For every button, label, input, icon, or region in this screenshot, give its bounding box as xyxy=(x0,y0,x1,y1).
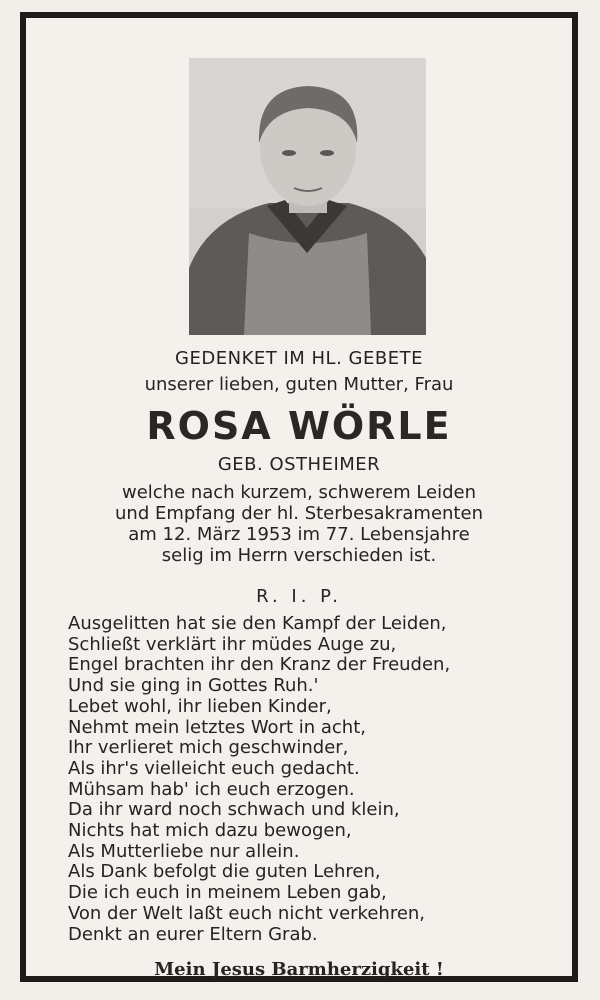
notice-line: selig im Herrn verschieden ist. xyxy=(161,545,437,566)
poem-line: Als Dank befolgt die guten Lehren, xyxy=(68,861,381,883)
poem-line: Da ihr ward noch schwach und klein, xyxy=(68,799,400,821)
poem-line: Ausgelitten hat sie den Kampf der Leiden, xyxy=(68,613,447,634)
poem-line: Ihr verlieret mich geschwinder, xyxy=(68,737,349,759)
rip-text: R. I. P. xyxy=(256,586,342,607)
notice-line: und Empfang der hl. Sterbesakramenten xyxy=(115,503,483,524)
poem-line: Lebet wohl, ihr lieben Kinder, xyxy=(68,695,332,717)
header-line-1: GEDENKET IM HL. GEBETE xyxy=(175,348,423,369)
poem-line: Nehmt mein letztes Wort in acht, xyxy=(68,716,366,738)
notice-line: am 12. März 1953 im 77. Lebensjahre xyxy=(128,524,470,545)
header-line-2: unserer lieben, guten Mutter, Frau xyxy=(144,374,454,395)
poem-line: Als ihr's vielleicht euch gedacht. xyxy=(68,757,360,779)
memorial-poem xyxy=(68,614,548,945)
poem-line: Als Mutterliebe nur allein. xyxy=(68,840,300,862)
poem-line: Von der Welt laßt euch nicht verkehren, xyxy=(68,902,426,924)
poem-line: Schließt verklärt ihr müdes Auge zu, xyxy=(68,633,397,655)
portrait-photo xyxy=(189,58,426,335)
poem-line: Die ich euch in meinem Leben gab, xyxy=(68,882,387,904)
poem-line: Und sie ging in Gottes Ruh.' xyxy=(68,675,319,697)
poem-line: Mühsam hab' ich euch erzogen. xyxy=(68,778,355,800)
notice-line: welche nach kurzem, schwerem Leiden xyxy=(121,482,477,503)
poem-line: Denkt an eurer Eltern Grab. xyxy=(68,923,318,945)
poem-line: Nichts hat mich dazu bewogen, xyxy=(68,820,352,842)
maiden-name: GEB. OSTHEIMER xyxy=(217,454,381,475)
poem-line: Engel brachten ihr den Kranz der Freuden, xyxy=(68,654,451,676)
death-notice xyxy=(26,482,572,566)
deceased-name: ROSA WÖRLE xyxy=(146,404,452,448)
memorial-card xyxy=(20,12,578,982)
closing-prayer: Mein Jesus Barmherzigkeit ! xyxy=(154,959,444,980)
